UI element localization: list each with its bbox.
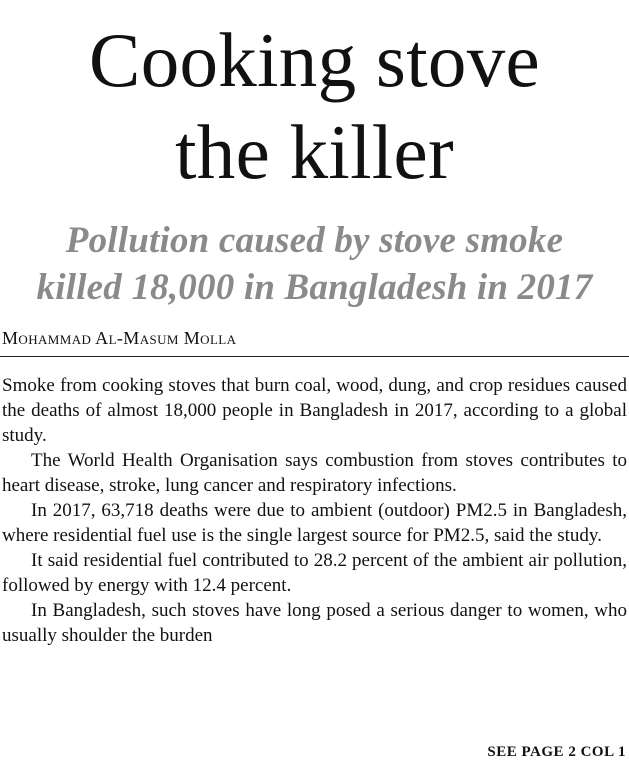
headline-line-2: the killer bbox=[175, 109, 454, 195]
paragraph-3: In 2017, 63,718 deaths were due to ambient (outdoor) PM2.5 in Bangladesh, where residential fuel use is the single largest source for PM2.5, said the study. bbox=[2, 500, 627, 546]
byline-divider bbox=[0, 356, 629, 357]
subheadline-line-1: Pollution caused by stove smoke bbox=[65, 220, 564, 261]
subheadline bbox=[0, 217, 629, 311]
paragraph-1: Smoke from cooking stoves that burn coal, wood, dung, and crop residues caused the deaths of almost 18,000 people in Bangladesh in 2017, according to a global study. bbox=[2, 375, 627, 446]
article-body bbox=[2, 373, 627, 648]
headline-line-1: Cooking stove bbox=[89, 17, 540, 103]
headline bbox=[0, 14, 629, 198]
paragraph-2: The World Health Organisation says combustion from stoves contributes to heart disease, stroke, lung cancer and respiratory infections. bbox=[2, 450, 627, 496]
byline: Mohammad Al-Masum Molla bbox=[2, 328, 237, 348]
continued-jump-line: SEE PAGE 2 COL 1 bbox=[487, 744, 626, 760]
subheadline-line-2: killed 18,000 in Bangladesh in 2017 bbox=[36, 267, 593, 308]
paragraph-5: In Bangladesh, such stoves have long posed a serious danger to women, who usually shoulder the burden bbox=[2, 600, 627, 646]
paragraph-4: It said residential fuel contributed to 28.2 percent of the ambient air pollution, followed by energy with 12.4 percent. bbox=[2, 550, 627, 596]
